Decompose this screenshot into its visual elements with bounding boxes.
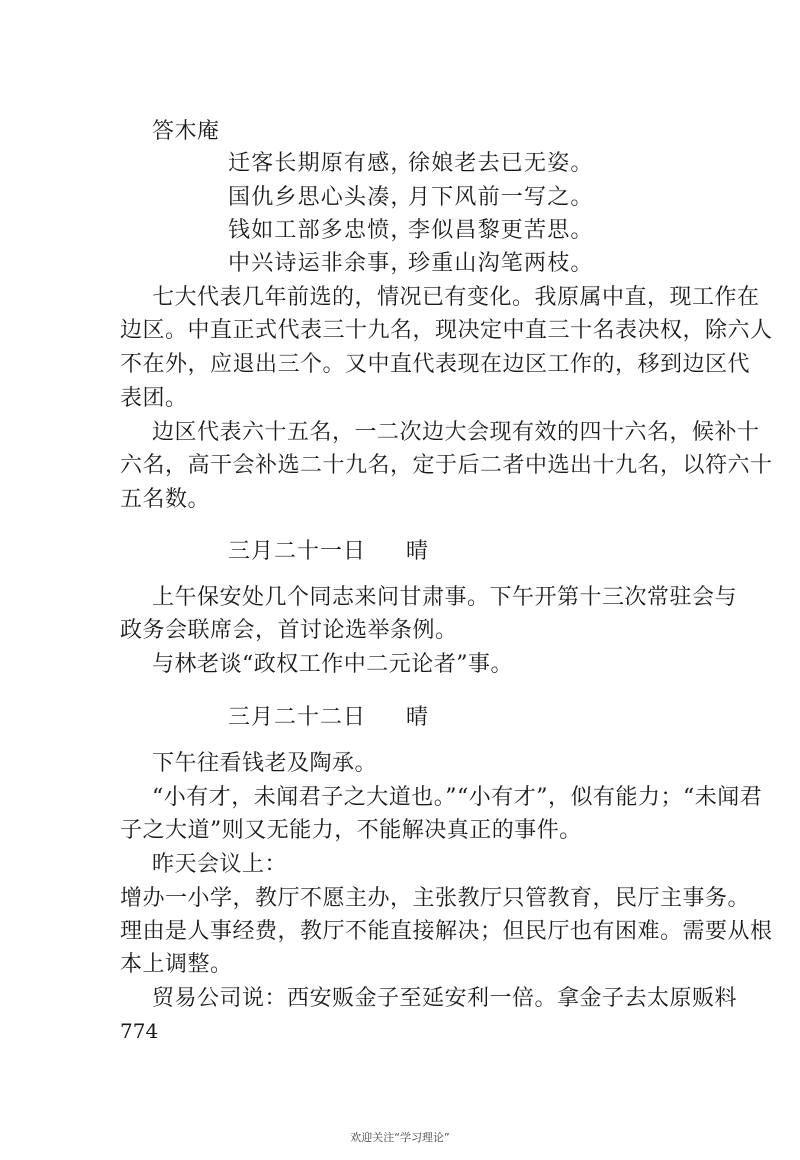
paragraph-line: 表团。 [120, 386, 188, 411]
poem-line-3-left: 钱如工部多忠愤， [228, 218, 414, 243]
paragraph-line: 不在外，应退出三个。又中直代表现在边区工作的，移到边区代 [120, 352, 751, 377]
paragraph-line: 政务会联席会，首讨论选举条例。 [120, 618, 458, 643]
paragraph-line: 贸易公司说：西安贩金子至延安利一倍。拿金子去太原贩料 [152, 986, 738, 1011]
paragraph-line: 子之大道”则又无能力，不能解决真正的事件。 [120, 818, 582, 843]
paragraph-line: 昨天会议上： [152, 852, 288, 877]
entry-date: 三月二十二日 [228, 705, 367, 730]
entry-weather: 晴 [406, 539, 430, 564]
poem-line-3-right: 李似昌黎更苦思。 [408, 218, 594, 243]
poem-line-1-right: 徐娘老去已无姿。 [408, 151, 594, 176]
paragraph-line: 边区。中直正式代表三十九名，现决定中直三十名表决权，除六人 [120, 318, 773, 343]
paragraph-line: 边区代表六十五名，一二次边大会现有效的四十六名，候补十 [152, 420, 760, 445]
paragraph-line: 上午保安处几个同志来问甘肃事。下午开第十三次常驻会与 [152, 585, 738, 610]
poem-line-4-left: 中兴诗运非余事， [228, 251, 414, 276]
footer-caption: 欢迎关注“学习理论” [350, 1131, 450, 1144]
diary-entry-heading [228, 537, 429, 567]
entry-weather: 晴 [406, 705, 430, 730]
paragraph-line: 理由是人事经费，教厅不能直接解决；但民厅也有困难。需要从根 [120, 919, 773, 944]
page-number: 774 [120, 1019, 159, 1043]
entry-date: 三月二十一日 [228, 539, 367, 564]
paragraph-line: 七大代表几年前选的，情况已有变化。我原属中直，现工作在 [152, 285, 760, 310]
paragraph-line: 六名，高干会补选二十九名，定于后二者中选出十九名，以符六十 [120, 453, 773, 478]
paragraph-line: 本上调整。 [120, 952, 233, 977]
paragraph-line: 下午往看钱老及陶承。 [152, 751, 378, 776]
paragraph-line: 与林老谈“政权工作中二元论者”事。 [152, 652, 513, 677]
paragraph-line: 五名数。 [120, 487, 211, 512]
poem-line-2-left: 国仇乡思心头凑， [228, 185, 414, 210]
paragraph-line: 增办一小学，教厅不愿主办，主张教厅只管教育，民厅主事务。 [120, 886, 751, 911]
poem-title: 答木庵 [152, 119, 220, 144]
poem-line-1-left: 迁客长期原有感， [228, 151, 414, 176]
paragraph-line: “小有才，未闻君子之大道也。”“小有才”，似有能力；“未闻君 [152, 785, 763, 810]
diary-entry-heading [228, 703, 429, 733]
poem-line-4-right: 珍重山沟笔两枝。 [408, 251, 594, 276]
poem-line-2-right: 月下风前一写之。 [408, 185, 594, 210]
